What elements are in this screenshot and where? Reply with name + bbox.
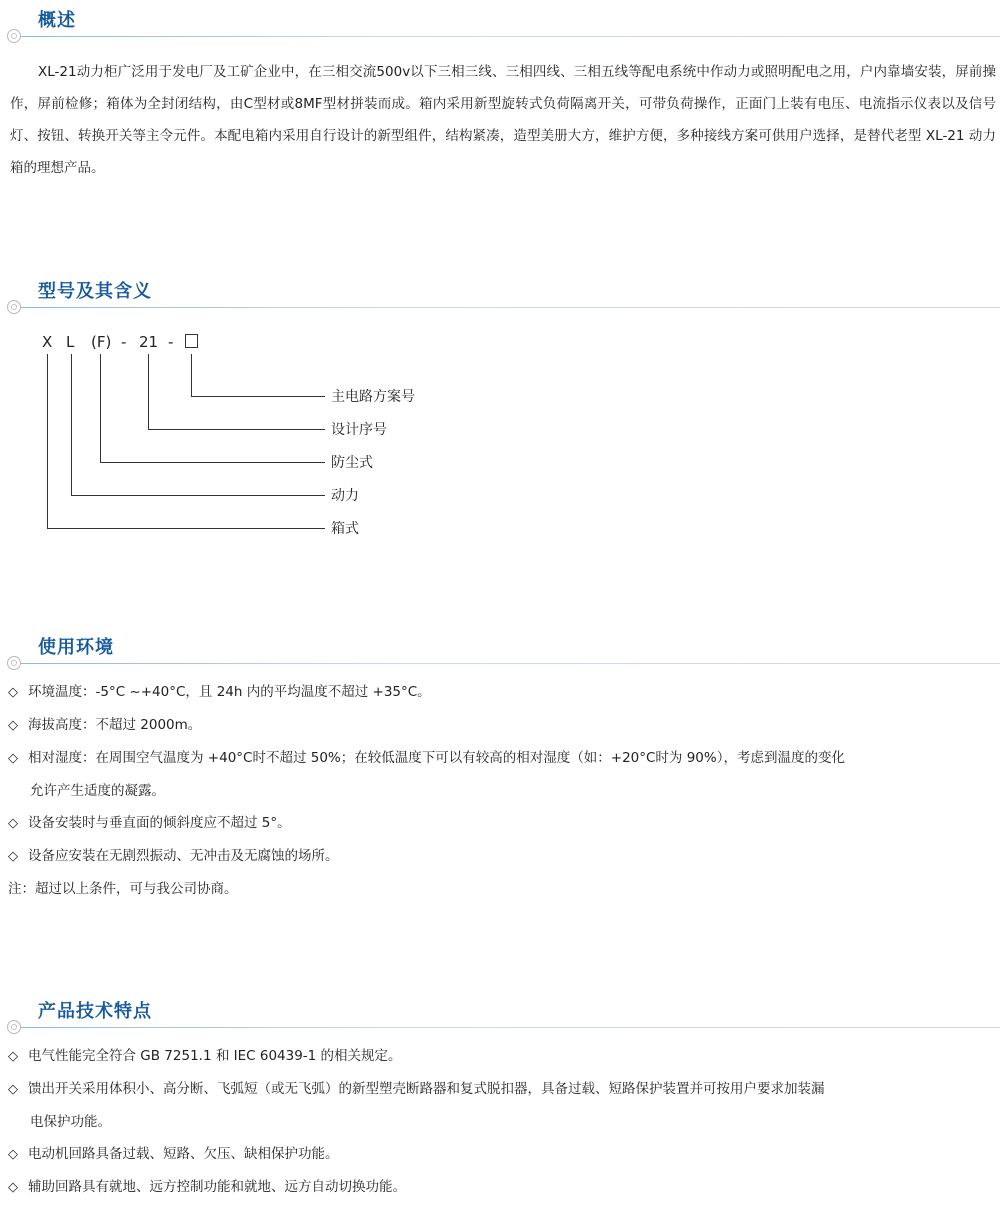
- section-title: 产品技术特点: [38, 1001, 152, 1022]
- list-item: ◇ 电气性能完全符合 GB 7251.1 和 IEC 60439-1 的相关规定。: [8, 1040, 996, 1073]
- diamond-icon: ◇: [8, 751, 18, 766]
- diamond-icon: ◇: [8, 1049, 18, 1064]
- list-item: ◇ 馈出开关采用体积小、高分断、飞弧短（或无飞弧）的新型塑壳断路器和复式脱扣器，具备过载、短路保护装置并可按用户要求加装漏: [8, 1073, 996, 1106]
- code-box-icon: [185, 333, 198, 351]
- list-item: ◇ 设备应安装在无剧烈振动、无冲击及无腐蚀的场所。: [8, 840, 996, 873]
- list-item: ◇ 设备安装时与垂直面的倾斜度应不超过 5°。: [8, 807, 996, 840]
- connector-line: [100, 462, 325, 463]
- section-overview: [0, 0, 1000, 40]
- code-number: 21: [139, 333, 159, 351]
- features-list: [8, 1040, 996, 1204]
- section-features: [0, 991, 1000, 1031]
- connector-line: [148, 354, 149, 429]
- list-item: ◇ 海拔高度：不超过 2000m。: [8, 709, 996, 742]
- circle-bullet-icon: [7, 300, 21, 314]
- diamond-icon: ◇: [8, 849, 18, 864]
- divider: [16, 663, 1000, 664]
- environment-list: [8, 676, 996, 905]
- section-header: [0, 0, 1000, 40]
- label-dustproof: 防尘式: [331, 455, 373, 471]
- diamond-icon: ◇: [8, 718, 18, 733]
- diamond-icon: ◇: [8, 816, 18, 831]
- divider: [16, 307, 1000, 308]
- label-main-circuit: 主电路方案号: [331, 389, 415, 405]
- section-environment: [0, 627, 1000, 667]
- connector-line: [148, 429, 325, 430]
- connector-line: [47, 528, 325, 529]
- section-title: 概述: [38, 10, 76, 31]
- connector-line: [100, 354, 101, 462]
- note: 注：超过以上条件，可与我公司协商。: [8, 881, 238, 897]
- connector-line: [47, 354, 48, 528]
- section-title: 使用环境: [38, 637, 114, 658]
- section-title: 型号及其含义: [38, 281, 152, 302]
- connector-line: [71, 354, 72, 495]
- divider: [16, 36, 1000, 37]
- code-dash-2: -: [168, 333, 174, 351]
- label-design-serial: 设计序号: [331, 422, 387, 438]
- connector-line: [191, 396, 325, 397]
- divider: [16, 1027, 1000, 1028]
- code-x: X: [42, 333, 53, 351]
- list-item: ◇ 相对湿度：在周围空气温度为 +40°C时不超过 50%；在较低温度下可以有较高的相对湿度（如：+20°C时为 90%），考虑到温度的变化: [8, 742, 996, 775]
- list-item-continuation: 允许产生适度的凝露。: [30, 783, 165, 799]
- list-item: ◇ 电动机回路具备过载、短路、欠压、缺相保护功能。: [8, 1138, 996, 1171]
- connector-line: [191, 354, 192, 396]
- overview-paragraph: XL-21动力柜广泛用于发电厂及工矿企业中，在三相交流500v以下三相三线、三相四线、三相五线等配电系统中作动力或照明配电之用，户内靠墙安装，屏前操作，屏前检修；箱体为全封闭结构，由C型材或8MF型材拼装而成。箱内采用新型旋转式负荷隔离开关，可带负荷操作，正面门上装有电压、电流指示仪表以及信号灯、按钮、转换开关等主令元件。本配电箱内采用自行设计的新型组件，结构紧凑，造型美册大方，维护方便，多种接线方案可供用户选择，是替代老型 XL-21 动力箱的理想产品。: [10, 64, 996, 176]
- code-dash-1: -: [121, 333, 127, 351]
- code-f: (F): [91, 333, 112, 351]
- section-header: [0, 627, 1000, 667]
- section-header: [0, 991, 1000, 1031]
- section-header: [0, 271, 1000, 311]
- code-l: L: [66, 333, 75, 351]
- circle-bullet-icon: [7, 1020, 21, 1034]
- circle-bullet-icon: [7, 29, 21, 43]
- label-box-type: 箱式: [331, 521, 359, 537]
- section-model: [0, 271, 1000, 311]
- diamond-icon: ◇: [8, 685, 18, 700]
- diamond-icon: ◇: [8, 1180, 18, 1195]
- circle-bullet-icon: [7, 656, 21, 670]
- diamond-icon: ◇: [8, 1082, 18, 1097]
- list-item: ◇ 辅助回路具有就地、远方控制功能和就地、远方自动切换功能。: [8, 1171, 996, 1204]
- list-item-continuation: 电保护功能。: [30, 1114, 111, 1130]
- connector-line: [71, 495, 325, 496]
- diamond-icon: ◇: [8, 1147, 18, 1162]
- list-item: ◇ 环境温度：-5°C ~+40°C，且 24h 内的平均温度不超过 +35°C。: [8, 676, 996, 709]
- label-power: 动力: [331, 488, 359, 504]
